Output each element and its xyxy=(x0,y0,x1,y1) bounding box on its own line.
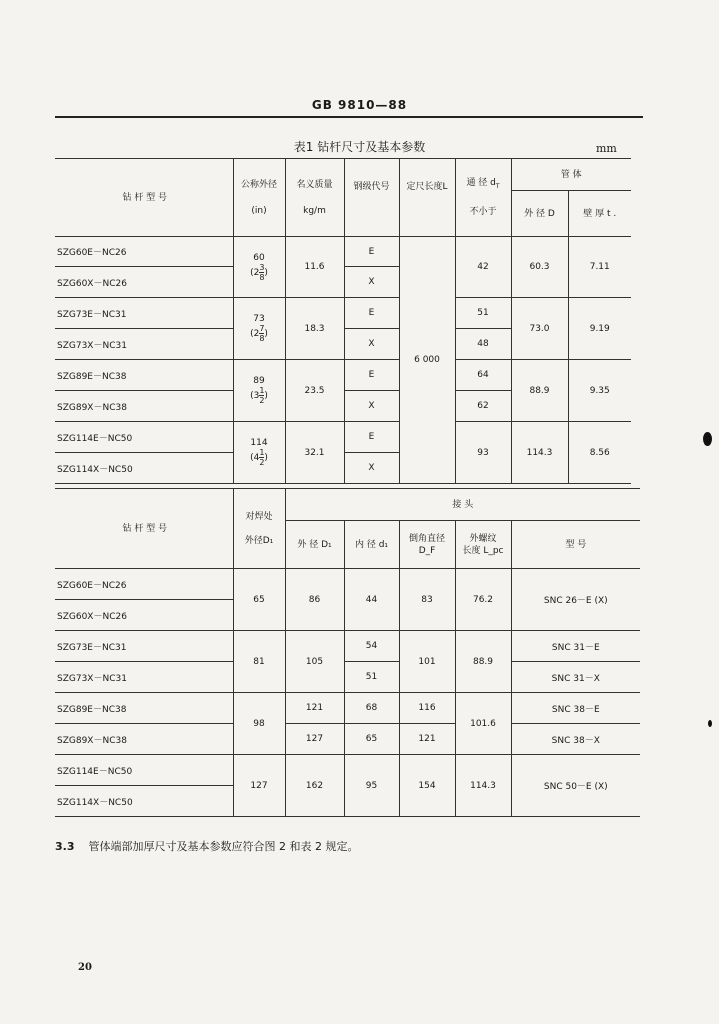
joint-id-cell: 51 xyxy=(344,662,399,693)
header-rule xyxy=(55,116,643,118)
joint-id-cell: 95 xyxy=(344,755,399,817)
thread-cell: 76.2 xyxy=(455,569,511,631)
grade-cell: E xyxy=(344,298,399,329)
table-row-model: SZG60X－NC26 xyxy=(55,600,233,631)
type-cell: SNC 31－E xyxy=(511,631,640,662)
t2-header-thread-2: 长度 L_pc xyxy=(462,545,504,556)
header-od-nominal-unit: (in) xyxy=(251,205,267,216)
pipe-od-cell: 114.3 xyxy=(511,422,568,484)
t2-header-model: 钻 杆 型 号 xyxy=(55,489,233,569)
header-model: 钻 杆 型 号 xyxy=(55,159,233,237)
joint-od-cell: 105 xyxy=(285,631,344,693)
joint-od-cell: 86 xyxy=(285,569,344,631)
joint-id-cell: 54 xyxy=(344,631,399,662)
thread-cell: 114.3 xyxy=(455,755,511,817)
joint-od-cell: 127 xyxy=(285,724,344,755)
table-row-model: SZG114E－NC50 xyxy=(55,422,233,453)
drift-cell: 42 xyxy=(455,237,511,298)
joint-od-cell: 162 xyxy=(285,755,344,817)
header-mass-label: 名义质量 xyxy=(296,179,333,190)
od-inch-num: 3 xyxy=(259,262,265,272)
table-row-model: SZG73X－NC31 xyxy=(55,662,233,693)
od-inch-whole: 2 xyxy=(253,267,260,278)
table-row-model: SZG89E－NC38 xyxy=(55,693,233,724)
type-cell: SNC 31－X xyxy=(511,662,640,693)
od-nominal-cell: 60 (2 $\frac{3}{8}$ ) xyxy=(233,237,285,298)
table-row-model: SZG73E－NC31 xyxy=(55,298,233,329)
bevel-cell: 116 xyxy=(399,693,455,724)
od-nominal-cell: 89 (3 $\frac{1}{2}$ ) xyxy=(233,360,285,422)
od-inch-den: 2 xyxy=(259,458,265,467)
grade-cell: E xyxy=(344,422,399,453)
drift-cell: 64 xyxy=(455,360,511,391)
bevel-cell: 154 xyxy=(399,755,455,817)
od-inch-num: 1 xyxy=(259,386,265,395)
header-od-nominal xyxy=(233,159,285,237)
header-drift-label: 通 径 d xyxy=(466,177,496,188)
pipe-od-cell: 73.0 xyxy=(511,298,568,360)
table2 xyxy=(55,488,640,817)
table-row-model: SZG60E－NC26 xyxy=(55,237,233,267)
od-mm: 73 xyxy=(253,314,265,324)
bevel-cell: 101 xyxy=(399,631,455,693)
drift-cell: 93 xyxy=(455,422,511,484)
weld-od-cell: 98 xyxy=(233,693,285,755)
od-inch-whole: 3 xyxy=(253,391,260,401)
table-row-model: SZG60X－NC26 xyxy=(55,267,233,298)
scan-speck-mark xyxy=(703,432,712,446)
table-row-model: SZG89X－NC38 xyxy=(55,724,233,755)
pipe-od-cell: 60.3 xyxy=(511,237,568,298)
t2-header-weld-od xyxy=(233,489,285,569)
od-nominal-cell: 73 (2 $\frac{7}{8}$ ) xyxy=(233,298,285,360)
type-cell: SNC 50－E (X) xyxy=(511,755,640,817)
t2-header-bevel xyxy=(399,521,455,569)
t2-header-joint-od: 外 径 D₁ xyxy=(285,521,344,569)
od-inch-num: 1 xyxy=(259,448,265,457)
od-inch-num: 7 xyxy=(259,324,265,333)
wall-cell: 9.35 xyxy=(568,360,631,422)
grade-cell: E xyxy=(344,360,399,391)
type-cell: SNC 38－E xyxy=(511,693,640,724)
section-text: 管体端部加厚尺寸及基本参数应符合图 2 和表 2 规定。 xyxy=(88,840,359,853)
joint-id-cell: 68 xyxy=(344,693,399,724)
section-paragraph xyxy=(55,838,358,854)
od-inch-whole: 4 xyxy=(253,453,260,463)
header-od-nominal-label: 公称外径 xyxy=(240,179,277,190)
type-cell: SNC 38－X xyxy=(511,724,640,755)
header-length: 定尺长度L xyxy=(399,159,455,237)
weld-od-cell: 127 xyxy=(233,755,285,817)
grade-cell: X xyxy=(344,329,399,360)
pipe-od-cell: 88.9 xyxy=(511,360,568,422)
header-drift-sub: T xyxy=(495,182,500,190)
t2-header-weld-od-1: 对焊处 xyxy=(245,511,273,522)
table-row-model: SZG114X－NC50 xyxy=(55,453,233,484)
mass-cell: 11.6 xyxy=(285,237,344,298)
header-mass-unit: kg/m xyxy=(303,205,326,216)
header-drift-note: 不小于 xyxy=(469,207,497,218)
mass-cell: 23.5 xyxy=(285,360,344,422)
header-grade: 钢级代号 xyxy=(344,159,399,237)
page-number: 20 xyxy=(78,962,92,973)
length-cell: 6 000 xyxy=(399,237,455,484)
thread-cell: 101.6 xyxy=(455,693,511,755)
grade-cell: X xyxy=(344,391,399,422)
od-inch-den: 8 xyxy=(259,334,265,343)
od-mm: 89 xyxy=(253,376,265,386)
table-row-model: SZG114X－NC50 xyxy=(55,786,233,817)
od-inch-den: 8 xyxy=(259,272,265,282)
od-inch-den: 2 xyxy=(259,396,265,405)
thread-cell: 88.9 xyxy=(455,631,511,693)
grade-cell: E xyxy=(344,237,399,267)
table-row-model: SZG114E－NC50 xyxy=(55,755,233,786)
header-pipe: 管 体 xyxy=(511,159,631,191)
od-mm: 114 xyxy=(250,438,268,448)
table-row-model: SZG89E－NC38 xyxy=(55,360,233,391)
t2-header-bevel-1: 倒角直径 xyxy=(408,533,445,544)
t2-header-joint-id: 内 径 d₁ xyxy=(344,521,399,569)
mass-cell: 32.1 xyxy=(285,422,344,484)
drift-cell: 48 xyxy=(455,329,511,360)
header-mass xyxy=(285,159,344,237)
grade-cell: X xyxy=(344,267,399,298)
table-row-model: SZG73E－NC31 xyxy=(55,631,233,662)
joint-id-cell: 44 xyxy=(344,569,399,631)
header-drift xyxy=(455,159,511,237)
scan-speck-mark xyxy=(708,720,712,727)
standard-header: GB 9810—88 xyxy=(311,98,408,112)
wall-cell: 9.19 xyxy=(568,298,631,360)
header-pipe-od: 外 径 D xyxy=(511,191,568,237)
bevel-cell: 83 xyxy=(399,569,455,631)
drift-cell: 62 xyxy=(455,391,511,422)
table1-caption: 表1 钻杆尺寸及基本参数 xyxy=(293,140,426,154)
od-nominal-cell: 114 (4 $\frac{1}{2}$ ) xyxy=(233,422,285,484)
t2-header-thread-1: 外螺纹 xyxy=(469,533,497,544)
table-row-model: SZG60E－NC26 xyxy=(55,569,233,600)
table1 xyxy=(55,158,631,484)
t2-header-thread xyxy=(455,521,511,569)
t2-header-type: 型 号 xyxy=(511,521,640,569)
od-mm: 60 xyxy=(253,252,265,263)
t2-header-bevel-2: D_F xyxy=(418,545,436,556)
type-cell: SNC 26－E (X) xyxy=(511,569,640,631)
t2-header-joint: 接 头 xyxy=(285,489,640,521)
table-row-model: SZG89X－NC38 xyxy=(55,391,233,422)
table1-unit: mm xyxy=(596,142,617,155)
weld-od-cell: 81 xyxy=(233,631,285,693)
od-inch-whole: 2 xyxy=(253,329,260,339)
header-pipe-wall: 壁 厚 t . xyxy=(568,191,631,237)
mass-cell: 18.3 xyxy=(285,298,344,360)
joint-od-cell: 121 xyxy=(285,693,344,724)
grade-cell: X xyxy=(344,453,399,484)
wall-cell: 8.56 xyxy=(568,422,631,484)
table-row-model: SZG73X－NC31 xyxy=(55,329,233,360)
bevel-cell: 121 xyxy=(399,724,455,755)
wall-cell: 7.11 xyxy=(568,237,631,298)
weld-od-cell: 65 xyxy=(233,569,285,631)
joint-id-cell: 65 xyxy=(344,724,399,755)
t2-header-weld-od-2: 外径D₁ xyxy=(244,535,274,546)
drift-cell: 51 xyxy=(455,298,511,329)
section-number: 3.3 xyxy=(55,840,75,853)
